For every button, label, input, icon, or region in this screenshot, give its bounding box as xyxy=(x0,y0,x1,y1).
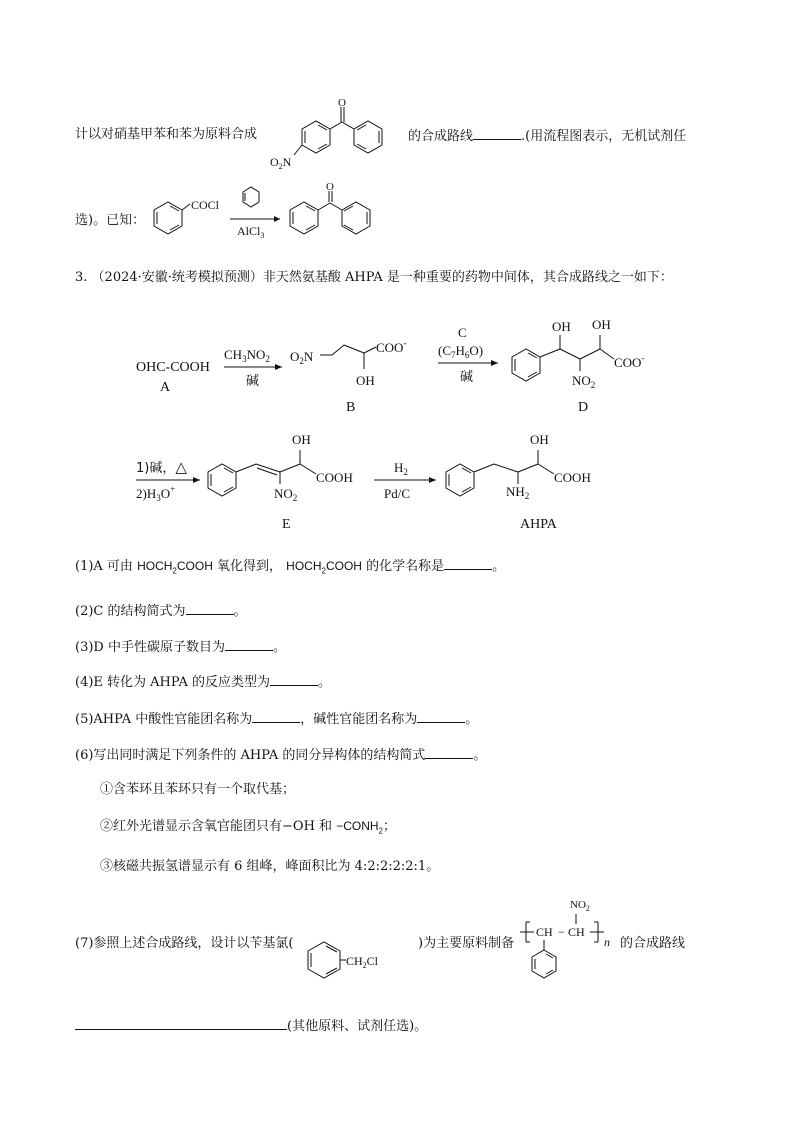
poly-dash: − xyxy=(558,925,565,939)
subquestion-6 xyxy=(75,745,486,765)
answer-blank-route[interactable] xyxy=(473,126,521,140)
answer-blank-q6[interactable] xyxy=(425,745,473,759)
known-reaction xyxy=(140,180,390,246)
subquestion-1 xyxy=(75,556,505,580)
compound-d-oh1: OH xyxy=(552,319,571,334)
condition-3-text: ③核磁共振氢谱显示有 6 组峰，峰面积比为 4:2:2:2:2:1。 xyxy=(100,859,440,874)
compound-b-label: B xyxy=(346,400,356,415)
poly-no2: $NO_2$ xyxy=(570,899,590,913)
condition-2-oh: −OH xyxy=(282,819,315,834)
synthesis-scheme-row-1 xyxy=(120,305,720,425)
intro-line-2 xyxy=(75,212,145,230)
condition-2 xyxy=(100,817,396,840)
answer-blank-q1[interactable] xyxy=(444,556,492,570)
question-number: 3. xyxy=(75,270,88,285)
answer-blank-q7[interactable] xyxy=(75,1016,287,1030)
compound-d-label: D xyxy=(578,400,589,415)
q4-end: 。 xyxy=(317,675,331,690)
ahpa-ring xyxy=(446,464,474,496)
intro-line-1-prefix xyxy=(75,126,257,144)
condition-2-text: ②红外光谱显示含氧官能团只有 xyxy=(100,819,283,834)
ahpa-cooh: COOH xyxy=(554,470,591,485)
condition-1-text: ①含苯环且苯环只有一个取代基； xyxy=(100,782,296,797)
known-text: 选)。已知： xyxy=(75,213,146,228)
synthesis-scheme-row-2 xyxy=(120,420,720,535)
cocl-label: COCl xyxy=(191,198,220,212)
condition-2-end: ； xyxy=(383,819,397,834)
q6-text: (6)写出同时满足下列条件的 AHPA 的同分异构体的结构简式 xyxy=(75,748,426,763)
compound-b-oh: OH xyxy=(356,373,375,388)
intro-end: .(用流程图表示，无机试剂任 xyxy=(521,129,687,144)
compound-a-formula: OHC-COOH xyxy=(136,360,210,375)
subquestion-5 xyxy=(75,709,478,729)
compound-b-o2n: $O_2N$ xyxy=(290,349,314,366)
q1-end: 。 xyxy=(492,559,506,574)
q1-text-c: 的化学名称是 xyxy=(366,559,445,574)
q3-text: (3)D 中手性碳原子数目为 xyxy=(75,640,225,655)
q7-text-a: (7)参照上述合成路线，设计以苄基氯( xyxy=(75,936,294,951)
step1-reagent: $CH_3NO_2$ xyxy=(224,347,270,364)
compound-d-coo: COO- xyxy=(614,353,645,370)
answer-blank-q5-base[interactable] xyxy=(417,709,465,723)
subquestion-4 xyxy=(75,672,331,692)
subquestion-7-c xyxy=(620,935,685,953)
step2-condition: 碱 xyxy=(460,370,474,385)
subquestion-3 xyxy=(75,637,286,657)
q3-end: 。 xyxy=(272,640,286,655)
product-ring-left xyxy=(290,202,318,234)
step2-reagent: C xyxy=(458,325,467,340)
compound-b-coo: COO- xyxy=(376,338,407,355)
benzoyl-ring xyxy=(154,202,182,234)
poly-n: n xyxy=(604,935,610,949)
compound-e-ring xyxy=(208,464,236,496)
step3-condition-1: 1)碱，△ xyxy=(136,460,187,476)
q7-tail-text: (其他原料、试剂任选)。 xyxy=(287,1019,428,1034)
compound-d-no2: $NO_2$ xyxy=(572,373,596,390)
answer-blank-q2[interactable] xyxy=(186,601,234,615)
ch2cl-label: $CH_2Cl$ xyxy=(346,954,379,970)
q1-text-b: 氧化得到， xyxy=(217,559,283,574)
poly-ch2: CH xyxy=(568,925,585,939)
poly-phenyl-ring xyxy=(532,950,556,978)
benzyl-ring xyxy=(308,942,340,978)
question-3-header xyxy=(75,269,673,287)
step4-reagent: $H_2$ xyxy=(394,460,408,477)
q6-end: 。 xyxy=(473,748,487,763)
q2-end: 。 xyxy=(233,604,247,619)
q1-text-a: (1)A 可由 xyxy=(75,559,133,574)
intro-text: 计以对硝基甲苯和苯为原料合成 xyxy=(75,127,258,142)
q5-end: 。 xyxy=(465,712,479,727)
q5-text-b: ，碱性官能团名称为 xyxy=(300,712,418,727)
q1-formula-2: $HOCH_2COOH$ xyxy=(286,559,362,576)
alcl3-label: AlCl$_3$ xyxy=(237,224,265,240)
target-ketone-structure xyxy=(258,95,408,175)
polymer-structure xyxy=(520,890,620,990)
answer-blank-q4[interactable] xyxy=(270,672,318,686)
step4-condition: Pd/C xyxy=(384,486,411,501)
product-o-label: O xyxy=(326,181,334,193)
condition-2-and: 和 xyxy=(319,819,333,834)
subquestion-7-b xyxy=(418,935,514,953)
carbonyl-o-label: O xyxy=(338,97,346,109)
compound-e-cooh: COOH xyxy=(316,470,353,485)
q1-formula-1: $HOCH_2COOH$ xyxy=(137,559,213,576)
compound-e-oh: OH xyxy=(292,432,311,447)
step2-formula: $(C_7H_6O)$ xyxy=(438,343,484,360)
answer-blank-q5-acid[interactable] xyxy=(252,709,300,723)
compound-d-oh2: OH xyxy=(592,317,611,332)
q4-text: (4)E 转化为 AHPA 的反应类型为 xyxy=(75,675,270,690)
compound-d-ring xyxy=(512,349,540,381)
condition-1 xyxy=(100,781,295,799)
benzene-ring-left xyxy=(302,121,330,153)
benzene-ring-right xyxy=(354,121,382,153)
intro-suffix: 的合成路线 xyxy=(408,129,474,144)
ahpa-label: AHPA xyxy=(520,517,557,532)
condition-3 xyxy=(100,858,439,876)
step1-condition: 碱 xyxy=(246,374,260,389)
poly-ch1: CH xyxy=(536,925,553,939)
condition-2-conh2: $-CONH_2$ xyxy=(336,819,383,836)
q2-text: (2)C 的结构简式为 xyxy=(75,604,186,619)
question-stem: 非天然氨基酸 AHPA 是一种重要的药物中间体，其合成路线之一如下： xyxy=(262,270,673,285)
subquestion-7-tail xyxy=(75,1016,427,1036)
compound-e-label: E xyxy=(282,517,291,532)
subquestion-2 xyxy=(75,601,247,621)
subquestion-7-a xyxy=(75,935,294,953)
q7-text-b: )为主要原料制备 xyxy=(418,936,515,951)
ahpa-oh: OH xyxy=(530,432,549,447)
q5-text-a: (5)AHPA 中酸性官能团名称为 xyxy=(75,712,253,727)
answer-blank-q3[interactable] xyxy=(225,637,273,651)
compound-a-label: A xyxy=(160,380,171,395)
ahpa-nh2: $NH_2$ xyxy=(506,484,530,501)
intro-line-1-suffix xyxy=(408,126,686,146)
compound-e-no2: $NO_2$ xyxy=(274,486,298,503)
step3-condition-2: $2)H_3O^+$ xyxy=(136,484,176,503)
benzyl-chloride-structure xyxy=(300,925,420,997)
question-source: （2024·安徽·统考模拟预测） xyxy=(91,270,263,285)
q7-text-c: 的合成路线 xyxy=(620,936,686,951)
product-ring-right xyxy=(342,202,370,234)
nitro-label: $O_2N$ xyxy=(270,155,292,171)
